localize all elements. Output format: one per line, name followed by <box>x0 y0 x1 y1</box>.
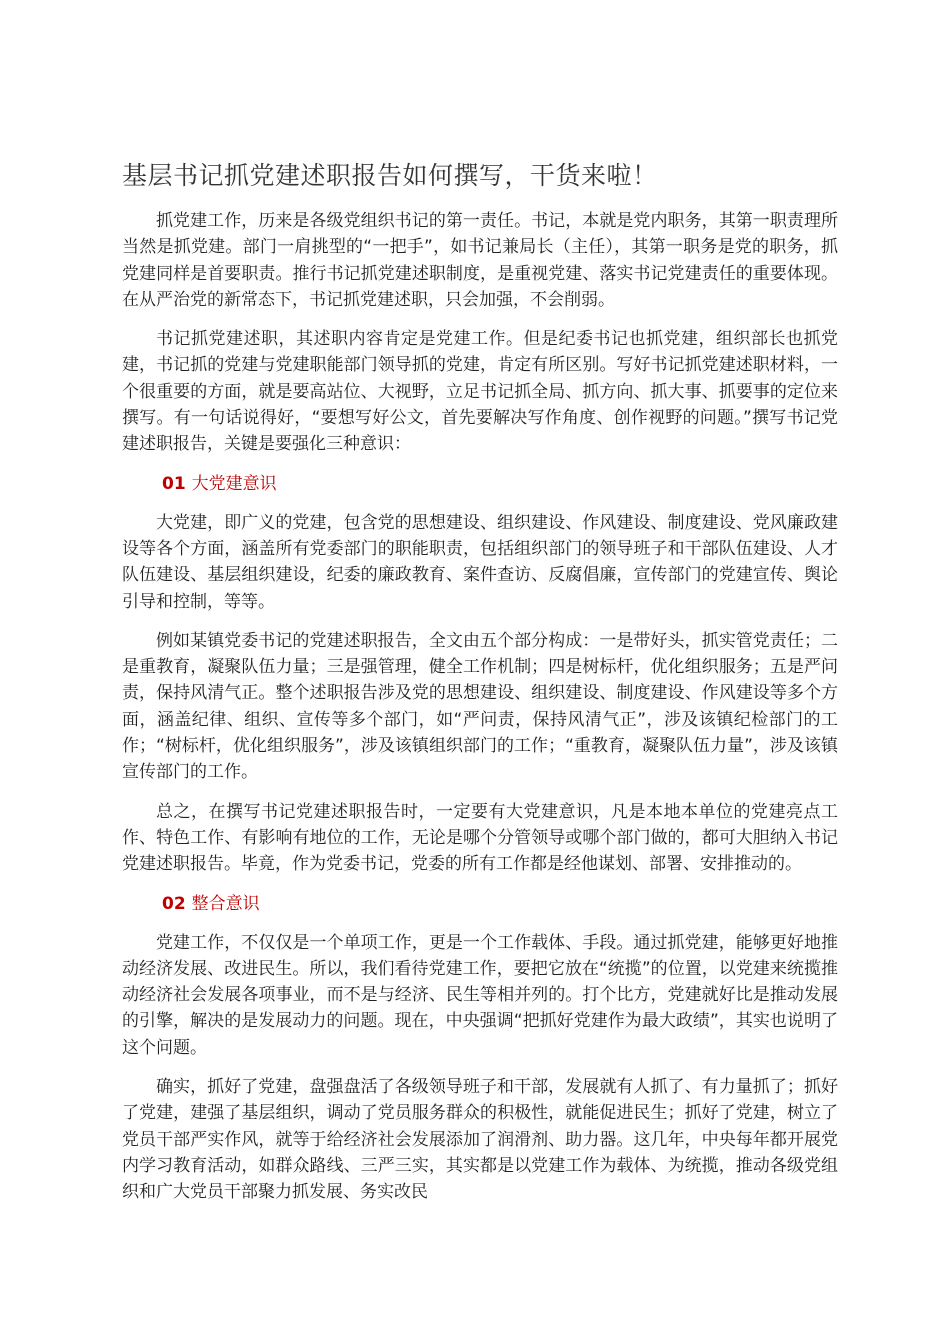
paragraph: 书记抓党建述职，其述职内容肯定是党建工作。但是纪委书记也抓党建，组织部长也抓党建，书记抓的党建与党建职能部门领导抓的党建，肯定有所区别。写好书记抓党建述职材料，一个很重要的方面，就是要高站位、大视野，立足书记抓全局、抓方向、抓大事、抓要事的定位来撰写。有一句话说得好，“要想写好公文，首先要解决写作角度、创作视野的问题。”撰写书记党建述职报告，关键是要强化三种意识： <box>122 329 838 455</box>
document-body <box>122 208 838 1219</box>
paragraph: 总之，在撰写书记党建述职报告时，一定要有大党建意识，凡是本地本单位的党建亮点工作、特色工作、有影响有地位的工作，无论是哪个分管领导或哪个部门做的，都可大胆纳入书记党建述职报告。毕竟，作为党委书记，党委的所有工作都是经他谋划、部署、安排推动的。 <box>122 801 838 875</box>
paragraph: 党建工作，不仅仅是一个单项工作，更是一个工作载体、手段。通过抓党建，能够更好地推动经济发展、改进民生。所以，我们看待党建工作，要把它放在“统揽”的位置，以党建来统揽推动经济社会发展各项事业，而不是与经济、民生等相并列的。打个比方，党建就好比是推动发展的引擎，解决的是发展动力的问题。现在，中央强调“把抓好党建作为最大政绩”，其实也说明了这个问题。 <box>122 932 838 1058</box>
section-heading-2 <box>122 891 838 917</box>
section-label: 大党建意识 <box>191 473 277 494</box>
section-number: 02 <box>162 893 186 914</box>
paragraph: 大党建，即广义的党建，包含党的思想建设、组织建设、作风建设、制度建设、党风廉政建设等各个方面，涵盖所有党委部门的职能职责，包括组织部门的领导班子和干部队伍建设、人才队伍建设、基层组织建设，纪委的廉政教育、案件查访、反腐倡廉，宣传部门的党建宣传、舆论引导和控制，等等。 <box>122 512 838 612</box>
section-number: 01 <box>162 473 186 494</box>
paragraph: 确实，抓好了党建，盘强盘活了各级领导班子和干部，发展就有人抓了、有力量抓了；抓好了党建，建强了基层组织，调动了党员服务群众的积极性，就能促进民生；抓好了党建，树立了党员干部严实作风，就等于给经济社会发展添加了润滑剂、助力器。这几年，中央每年都开展党内学习教育活动，如群众路线、三严三实，其实都是以党建工作为载体、为统揽，推动各级党组织和广大党员干部聚力抓发展、务实改民 <box>122 1077 838 1203</box>
section-label: 整合意识 <box>191 893 260 914</box>
paragraph: 抓党建工作，历来是各级党组织书记的第一责任。书记，本就是党内职务，其第一职责理所当然是抓党建。部门一肩挑型的“一把手”，如书记兼局长（主任），其第一职务是党的职务，抓党建同样是首要职责。推行书记抓党建述职制度，是重视党建、落实书记党建责任的重要体现。在从严治党的新常态下，书记抓党建述职，只会加强，不会削弱。 <box>122 211 838 310</box>
section-heading-1 <box>122 471 838 497</box>
paragraph: 例如某镇党委书记的党建述职报告，全文由五个部分构成：一是带好头，抓实管党责任；二是重教育，凝聚队伍力量；三是强管理，健全工作机制；四是树标杆，优化组织服务；五是严问责，保持风清气正。整个述职报告涉及党的思想建设、组织建设、制度建设、作风建设等多个方面，涵盖纪律、组织、宣传等多个部门，如“严问责，保持风清气正”，涉及该镇纪检部门的工作；“树标杆，优化组织服务”，涉及该镇组织部门的工作；“重教育，凝聚队伍力量”，涉及该镇宣传部门的工作。 <box>122 630 838 783</box>
document-title: 基层书记抓党建述职报告如何撰写，干货来啦！ <box>122 161 658 190</box>
